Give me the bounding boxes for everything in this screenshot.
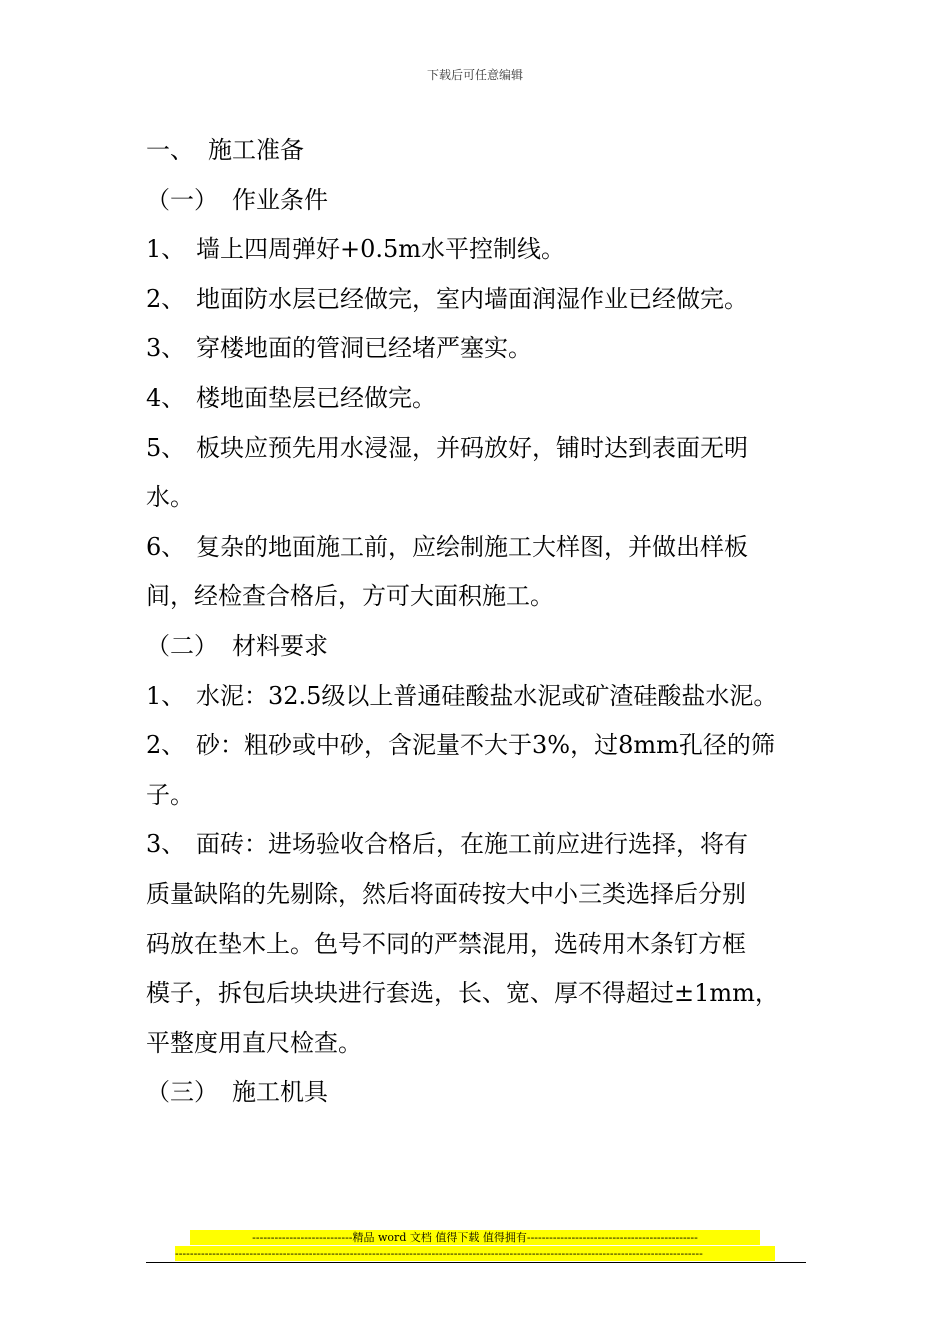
line-number: 2、 (146, 731, 186, 760)
footer-banner-line-2: ---------------------------------------------------------------------------------------------------------------------------------------------- (175, 1246, 775, 1261)
line-number: 2、 (146, 284, 186, 313)
line-number: 一、 (146, 136, 194, 164)
subsection-heading (146, 622, 796, 672)
line-text: 材料要求 (232, 631, 328, 660)
list-item-continuation (146, 473, 796, 523)
line-text: 板块应预先用水浸湿，并码放好，铺时达到表面无明 (196, 433, 748, 462)
line-text: 水泥：32.5级以上普通硅酸盐水泥或矿渣硅酸盐水泥。 (196, 681, 778, 710)
list-item (146, 424, 796, 474)
line-number: 4、 (146, 383, 186, 412)
line-text: 水。 (146, 483, 194, 512)
section-heading (146, 126, 796, 176)
list-item (146, 374, 796, 424)
list-item-continuation (146, 920, 796, 970)
line-number: 3、 (146, 830, 186, 859)
line-text: 子。 (146, 780, 194, 809)
line-text: 楼地面垫层已经做完。 (196, 383, 436, 412)
line-text: 复杂的地面施工前，应绘制施工大样图，并做出样板 (196, 532, 748, 561)
list-item (146, 275, 796, 325)
line-text: 地面防水层已经做完，室内墙面润湿作业已经做完。 (196, 284, 748, 313)
line-text: 质量缺陷的先剔除，然后将面砖按大中小三类选择后分别 (146, 879, 746, 908)
subsection-heading (146, 1068, 796, 1118)
line-text: 平整度用直尺检查。 (146, 1028, 362, 1057)
subsection-heading (146, 176, 796, 226)
line-number: 6、 (146, 532, 186, 561)
line-number: 5、 (146, 433, 186, 462)
list-item-continuation (146, 771, 796, 821)
line-text: 码放在垫木上。色号不同的严禁混用，选砖用木条钉方框 (146, 929, 746, 958)
line-number: 1、 (146, 235, 186, 264)
line-text: 墙上四周弹好+0.5m水平控制线。 (196, 235, 566, 264)
list-item (146, 672, 796, 722)
list-item (146, 820, 796, 870)
footer-divider (146, 1262, 806, 1263)
line-text: 穿楼地面的管洞已经堵严塞实。 (196, 334, 532, 363)
line-number: 1、 (146, 681, 186, 710)
line-text: 模子，拆包后块块进行套选，长、宽、厚不得超过±1mm， (146, 979, 779, 1008)
line-text: 施工准备 (208, 136, 304, 164)
line-text: 砂：粗砂或中砂，含泥量不大于3%，过8mm孔径的筛 (196, 731, 775, 760)
list-item (146, 324, 796, 374)
list-item-continuation (146, 969, 796, 1019)
list-item-continuation (146, 870, 796, 920)
header-note: 下载后可任意编辑 (426, 68, 523, 82)
line-number: （三） (146, 1078, 218, 1107)
line-text: 间，经检查合格后，方可大面积施工。 (146, 582, 554, 611)
line-text: 面砖：进场验收合格后，在施工前应进行选择，将有 (196, 830, 748, 859)
line-number: （二） (146, 631, 218, 660)
document-body (146, 126, 796, 1118)
line-text: 作业条件 (232, 185, 328, 214)
list-item-continuation (146, 1019, 796, 1069)
list-item (146, 523, 796, 573)
list-item (146, 721, 796, 771)
list-item (146, 225, 796, 275)
list-item-continuation (146, 572, 796, 622)
footer-banner-line-1: ---------------------------精品 word 文档 值得下载 值得拥有---------------------------------------------- (190, 1230, 760, 1245)
line-number: （一） (146, 185, 218, 214)
line-number: 3、 (146, 334, 186, 363)
line-text: 施工机具 (232, 1078, 328, 1107)
